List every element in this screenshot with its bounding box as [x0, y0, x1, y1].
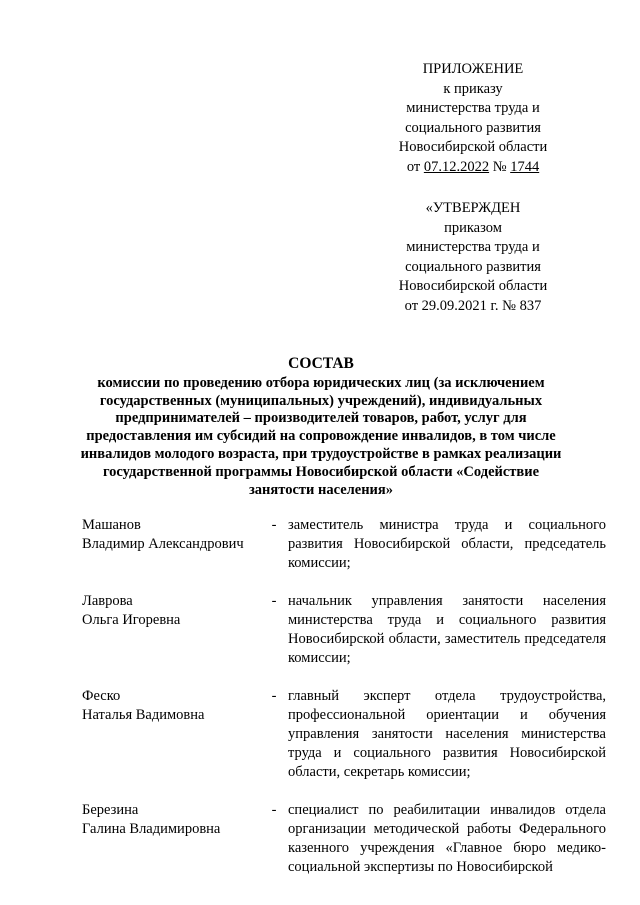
appendix-line: министерства труда и — [406, 100, 540, 116]
member-role: заместитель министра труда и социального развития Новосибирской области, председатель комиссии; — [288, 517, 606, 571]
member-given-name: Наталья Вадимовна — [82, 707, 205, 723]
appendix-date-prefix: от — [406, 158, 421, 175]
approved-line: социального развития — [405, 258, 541, 275]
approved-block — [378, 199, 568, 316]
approved-line: от 29.09.2021 г. № 837 — [404, 297, 542, 314]
appendix-number: 1744 — [510, 158, 540, 175]
member-given-name: Галина Владимировна — [82, 821, 221, 837]
member-role: главный эксперт отдела трудоустройства, профессиональной ориентации и обучения управления занятости населения министерства труда и социального развития Новосибирской области, секретарь комиссии; — [288, 688, 606, 780]
member-name — [82, 801, 260, 877]
member-name — [82, 516, 260, 573]
document-title-block — [76, 355, 566, 499]
member-given-name: Владимир Александрович — [82, 536, 244, 552]
member-dash: - — [271, 688, 277, 704]
appendix-line: к приказу — [443, 80, 503, 97]
members-list — [82, 516, 606, 896]
document-title: СОСТАВ — [288, 355, 354, 372]
member-given-name: Ольга Игоревна — [82, 612, 181, 628]
member-surname: Феско — [82, 688, 121, 704]
appendix-line: ПРИЛОЖЕНИЕ — [422, 61, 524, 77]
approved-line: приказом — [444, 219, 502, 236]
appendix-date-line — [378, 158, 568, 178]
member-entry — [82, 687, 606, 782]
member-dash: - — [271, 517, 277, 533]
appendix-block — [378, 60, 568, 177]
appendix-date: 07.12.2022 — [423, 158, 490, 175]
member-dash: - — [271, 593, 277, 609]
approved-line: Новосибирской области — [398, 278, 548, 294]
member-dash: - — [271, 802, 277, 818]
member-name — [82, 687, 260, 782]
approved-line: министерства труда и — [406, 239, 540, 255]
member-entry — [82, 592, 606, 668]
member-surname: Лаврова — [82, 593, 133, 609]
approved-line: «УТВЕРЖДЕН — [425, 200, 521, 216]
member-role: начальник управления занятости населения министерства труда и социального развития Новосибирской области, заместитель председателя комиссии; — [288, 593, 606, 666]
appendix-number-sign: № — [492, 158, 507, 175]
member-entry — [82, 516, 606, 573]
member-surname: Машанов — [82, 517, 141, 533]
document-subtitle: комиссии по проведению отбора юридических лиц (за исключением государственных (муниципальных) учреждений), индивидуальных предпринимателей – производителей товаров, работ, услуг для предоставления им субсидий на сопровождение инвалидов, в том числе инвалидов молодого возраста, при трудоустройстве в рамках реализации государственной программы Новосибирской области «Содействие занятости населения» — [80, 374, 562, 498]
member-role: специалист по реабилитации инвалидов отдела организации методической работы Федерального казенного учреждения «Главное бюро медико-социальной экспертизы по Новосибирской — [288, 802, 606, 875]
member-entry — [82, 801, 606, 877]
member-name — [82, 592, 260, 668]
appendix-line: социального развития — [405, 119, 541, 136]
appendix-line: Новосибирской области — [398, 139, 548, 155]
member-surname: Березина — [82, 802, 139, 818]
